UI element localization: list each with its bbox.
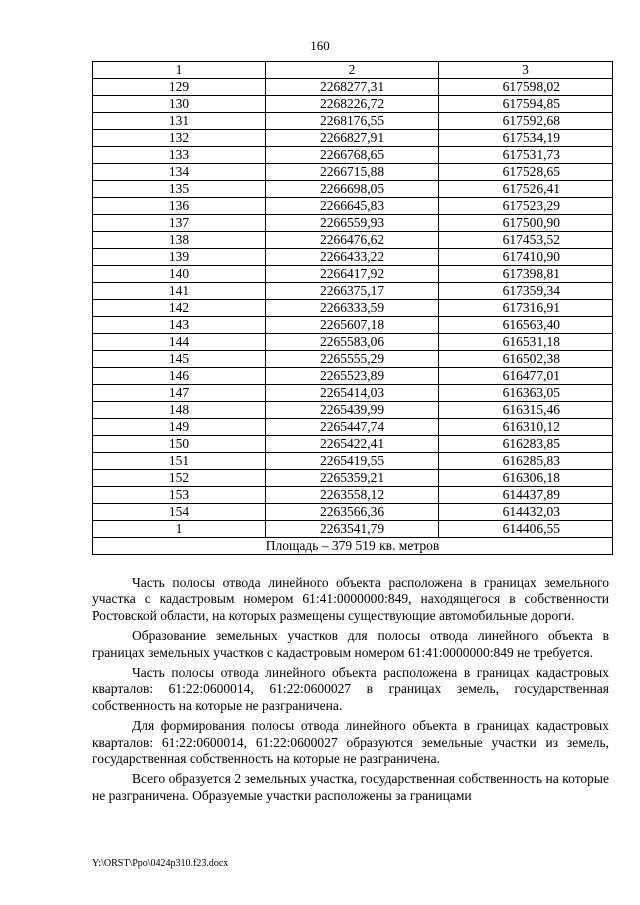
table-area-row <box>93 538 613 555</box>
table-row <box>93 215 613 232</box>
table-cell: 616563,40 <box>439 317 613 334</box>
table-cell: 2268277,31 <box>266 79 439 96</box>
table-row <box>93 385 613 402</box>
table-cell: 2266476,62 <box>266 232 439 249</box>
table-row <box>93 334 613 351</box>
table-row <box>93 232 613 249</box>
table-cell: 2266827,91 <box>266 130 439 147</box>
paragraph: Часть полосы отвода линейного объекта расположена в границах кадастровых кварталов: 61:22:0600014, 61:22:0600027 в границах земель, государственная собственность на которые не разграничена. <box>92 665 609 713</box>
table-cell: 131 <box>93 113 266 130</box>
table-cell: 134 <box>93 164 266 181</box>
table-row <box>93 249 613 266</box>
coordinates-table <box>92 61 613 555</box>
table-cell: 154 <box>93 504 266 521</box>
table-cell: 129 <box>93 79 266 96</box>
table-cell: 2266645,83 <box>266 198 439 215</box>
table-cell: 150 <box>93 436 266 453</box>
table-cell: 3 <box>439 62 613 79</box>
table-cell: 2 <box>266 62 439 79</box>
table-cell: 2266768,65 <box>266 147 439 164</box>
table-cell: 133 <box>93 147 266 164</box>
table-cell: 616477,01 <box>439 368 613 385</box>
table-cell: 1 <box>93 521 266 538</box>
table-row <box>93 470 613 487</box>
table-cell: 2263541,79 <box>266 521 439 538</box>
table-cell: 2268176,55 <box>266 113 439 130</box>
table-cell: 617500,90 <box>439 215 613 232</box>
table-row <box>93 351 613 368</box>
table-cell: 138 <box>93 232 266 249</box>
table-row <box>93 521 613 538</box>
table-cell: 2265583,06 <box>266 334 439 351</box>
table-cell: 616310,12 <box>439 419 613 436</box>
table-row <box>93 79 613 96</box>
table-cell: 2263566,36 <box>266 504 439 521</box>
table-cell: 2266433,22 <box>266 249 439 266</box>
table-cell: 616363,05 <box>439 385 613 402</box>
table-cell: 617531,73 <box>439 147 613 164</box>
table-row <box>93 317 613 334</box>
table-row <box>93 96 613 113</box>
table-cell: 616315,46 <box>439 402 613 419</box>
table-row <box>93 283 613 300</box>
table-cell: 2266333,59 <box>266 300 439 317</box>
table-cell: 130 <box>93 96 266 113</box>
table-row <box>93 198 613 215</box>
table-cell: 617598,02 <box>439 79 613 96</box>
table-row <box>93 164 613 181</box>
table-cell: 2265555,29 <box>266 351 439 368</box>
table-header-row <box>93 62 613 79</box>
table-cell: 614406,55 <box>439 521 613 538</box>
table-cell: 617410,90 <box>439 249 613 266</box>
table-cell: 614432,03 <box>439 504 613 521</box>
table-cell: 137 <box>93 215 266 232</box>
body-text <box>92 575 609 808</box>
table-row <box>93 419 613 436</box>
table-cell: 2266715,88 <box>266 164 439 181</box>
table-cell: 2265414,03 <box>266 385 439 402</box>
table-cell: 153 <box>93 487 266 504</box>
table-cell: 617316,91 <box>439 300 613 317</box>
table-row <box>93 266 613 283</box>
table-cell: 617592,68 <box>439 113 613 130</box>
table-row <box>93 368 613 385</box>
table-cell: 617534,19 <box>439 130 613 147</box>
table-row <box>93 436 613 453</box>
table-cell: 617528,65 <box>439 164 613 181</box>
paragraph: Образование земельных участков для полосы отвода линейного объекта в границах земельных участков с кадастровым номером 61:41:0000000:849 не требуется. <box>92 628 609 660</box>
table-cell: 144 <box>93 334 266 351</box>
table-cell: 139 <box>93 249 266 266</box>
table-cell: 616502,38 <box>439 351 613 368</box>
table-cell: 143 <box>93 317 266 334</box>
table-cell: 2266698,05 <box>266 181 439 198</box>
table-cell: 145 <box>93 351 266 368</box>
table-cell: 616285,83 <box>439 453 613 470</box>
area-label: Площадь – 379 519 кв. метров <box>93 538 613 555</box>
table-row <box>93 181 613 198</box>
table-row <box>93 402 613 419</box>
table-cell: 1 <box>93 62 266 79</box>
table-cell: 2266559,93 <box>266 215 439 232</box>
table-cell: 2265439,99 <box>266 402 439 419</box>
table-cell: 2266417,92 <box>266 266 439 283</box>
table-row <box>93 487 613 504</box>
table-cell: 2263558,12 <box>266 487 439 504</box>
table-cell: 2265523,89 <box>266 368 439 385</box>
table-cell: 149 <box>93 419 266 436</box>
table-row <box>93 504 613 521</box>
table-cell: 132 <box>93 130 266 147</box>
table-cell: 136 <box>93 198 266 215</box>
table-cell: 146 <box>93 368 266 385</box>
table-cell: 617523,29 <box>439 198 613 215</box>
table-cell: 617453,52 <box>439 232 613 249</box>
paragraph: Часть полосы отвода линейного объекта расположена в границах земельного участка с кадастровым номером 61:41:0000000:849, находящегося в собственности Ростовской области, на которых размещены существующие автомобильные дороги. <box>92 575 609 623</box>
table-cell: 151 <box>93 453 266 470</box>
table-cell: 617526,41 <box>439 181 613 198</box>
table-cell: 147 <box>93 385 266 402</box>
table-cell: 2265422,41 <box>266 436 439 453</box>
table-row <box>93 147 613 164</box>
table-cell: 616306,18 <box>439 470 613 487</box>
table-cell: 152 <box>93 470 266 487</box>
footer-file-path: Y:\ORST\Ppo\0424p310.f23.docx <box>92 858 229 869</box>
table-cell: 140 <box>93 266 266 283</box>
table-cell: 617359,34 <box>439 283 613 300</box>
table-cell: 148 <box>93 402 266 419</box>
table-cell: 614437,89 <box>439 487 613 504</box>
table-cell: 2265419,55 <box>266 453 439 470</box>
page-number: 160 <box>310 38 330 53</box>
table-row <box>93 130 613 147</box>
table-row <box>93 113 613 130</box>
paragraph: Для формирования полосы отвода линейного объекта в границах кадастровых кварталов: 61:22:0600014, 61:22:0600027 образуются земельные участки из земель, государственная собственность на которые не разграничена. <box>92 718 609 767</box>
table-cell: 2266375,17 <box>266 283 439 300</box>
table-cell: 2265359,21 <box>266 470 439 487</box>
paragraph: Всего образуется 2 земельных участка, государственная собственность на которые не разграничена. Образуемые участки расположены за границами <box>92 771 609 803</box>
table-cell: 141 <box>93 283 266 300</box>
table-row <box>93 453 613 470</box>
table-cell: 616531,18 <box>439 334 613 351</box>
table-cell: 616283,85 <box>439 436 613 453</box>
table-row <box>93 300 613 317</box>
table-cell: 2265447,74 <box>266 419 439 436</box>
table-cell: 617398,81 <box>439 266 613 283</box>
table-cell: 617594,85 <box>439 96 613 113</box>
table-cell: 135 <box>93 181 266 198</box>
table-cell: 2265607,18 <box>266 317 439 334</box>
table-cell: 142 <box>93 300 266 317</box>
table-cell: 2268226,72 <box>266 96 439 113</box>
